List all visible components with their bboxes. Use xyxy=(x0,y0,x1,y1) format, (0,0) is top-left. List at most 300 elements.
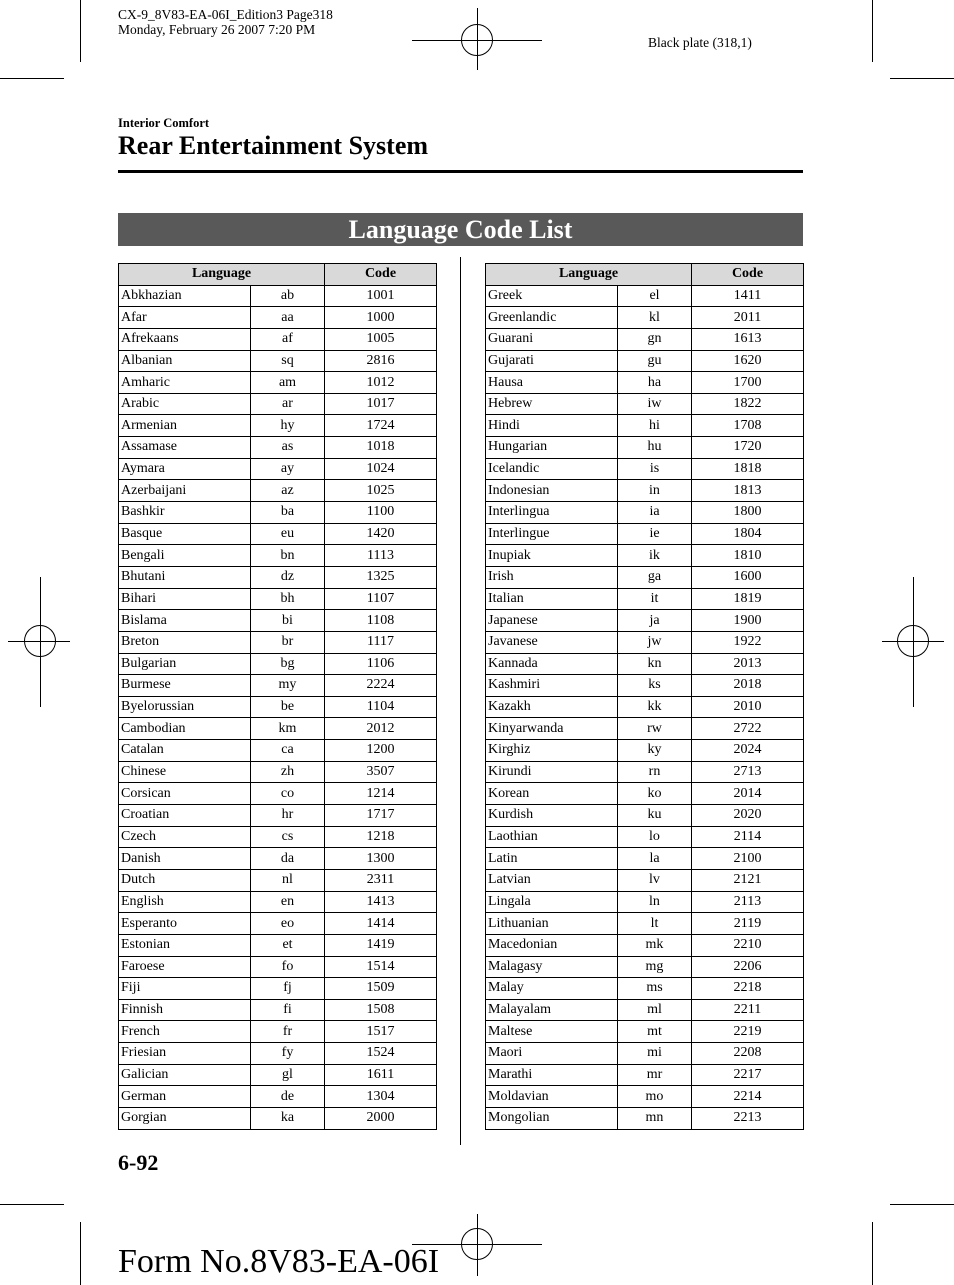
language-abbreviation: sq xyxy=(251,350,325,372)
language-code: 1024 xyxy=(325,458,437,480)
language-name: Malay xyxy=(486,978,618,1000)
language-name: Burmese xyxy=(119,675,251,697)
language-name: Kurdish xyxy=(486,805,618,827)
language-abbreviation: nl xyxy=(251,869,325,891)
registration-target-icon xyxy=(461,1228,493,1260)
language-code: 1117 xyxy=(325,631,437,653)
page-title: Rear Entertainment System xyxy=(118,131,429,160)
language-name: Dutch xyxy=(119,869,251,891)
crop-mark xyxy=(872,0,873,62)
language-name: Basque xyxy=(119,523,251,545)
language-name: Chinese xyxy=(119,761,251,783)
table-row xyxy=(119,350,437,372)
language-name: Friesian xyxy=(119,1043,251,1065)
language-code: 1800 xyxy=(692,502,804,524)
table-row xyxy=(486,848,804,870)
language-code: 1509 xyxy=(325,978,437,1000)
language-abbreviation: af xyxy=(251,328,325,350)
table-row xyxy=(119,805,437,827)
language-abbreviation: am xyxy=(251,372,325,394)
language-abbreviation: ik xyxy=(618,545,692,567)
language-name: Finnish xyxy=(119,999,251,1021)
language-code: 2018 xyxy=(692,675,804,697)
language-name: Hebrew xyxy=(486,393,618,415)
language-code: 1018 xyxy=(325,437,437,459)
language-name: Korean xyxy=(486,783,618,805)
language-code: 1724 xyxy=(325,415,437,437)
crop-mark xyxy=(0,78,64,79)
table-row xyxy=(486,523,804,545)
table-row xyxy=(119,848,437,870)
crop-mark xyxy=(872,1222,873,1285)
language-name: Abkhazian xyxy=(119,285,251,307)
table-row xyxy=(486,718,804,740)
language-code: 2100 xyxy=(692,848,804,870)
table-row xyxy=(486,307,804,329)
language-code: 1017 xyxy=(325,393,437,415)
language-abbreviation: co xyxy=(251,783,325,805)
registration-target-icon xyxy=(897,625,929,657)
language-abbreviation: lo xyxy=(618,826,692,848)
language-name: Greenlandic xyxy=(486,307,618,329)
language-name: Malagasy xyxy=(486,956,618,978)
registration-target-icon xyxy=(461,24,493,56)
language-name: Italian xyxy=(486,588,618,610)
language-name: Afrekaans xyxy=(119,328,251,350)
table-row xyxy=(119,566,437,588)
language-name: Latin xyxy=(486,848,618,870)
table-row xyxy=(119,610,437,632)
language-abbreviation: mr xyxy=(618,1064,692,1086)
language-code: 1200 xyxy=(325,740,437,762)
language-name: Inupiak xyxy=(486,545,618,567)
language-name: Bislama xyxy=(119,610,251,632)
table-row xyxy=(119,675,437,697)
table-row xyxy=(486,999,804,1021)
language-code: 2012 xyxy=(325,718,437,740)
table-row xyxy=(119,458,437,480)
language-abbreviation: fj xyxy=(251,978,325,1000)
language-name: Macedonian xyxy=(486,934,618,956)
language-abbreviation: lv xyxy=(618,869,692,891)
header-language: Language xyxy=(119,264,325,286)
language-name: Bashkir xyxy=(119,502,251,524)
language-name: Malayalam xyxy=(486,999,618,1021)
language-abbreviation: ar xyxy=(251,393,325,415)
language-abbreviation: hi xyxy=(618,415,692,437)
language-code: 1810 xyxy=(692,545,804,567)
language-name: Galician xyxy=(119,1064,251,1086)
language-code: 2722 xyxy=(692,718,804,740)
table-row xyxy=(486,826,804,848)
language-abbreviation: bg xyxy=(251,653,325,675)
language-code: 2208 xyxy=(692,1043,804,1065)
language-code: 2224 xyxy=(325,675,437,697)
language-name: Kirundi xyxy=(486,761,618,783)
language-name: Bengali xyxy=(119,545,251,567)
language-code: 1005 xyxy=(325,328,437,350)
language-code: 1304 xyxy=(325,1086,437,1108)
language-abbreviation: cs xyxy=(251,826,325,848)
section-banner: Language Code List xyxy=(118,213,803,246)
language-code: 2219 xyxy=(692,1021,804,1043)
language-name: Maori xyxy=(486,1043,618,1065)
language-abbreviation: dz xyxy=(251,566,325,588)
language-abbreviation: gn xyxy=(618,328,692,350)
language-abbreviation: kn xyxy=(618,653,692,675)
language-abbreviation: rw xyxy=(618,718,692,740)
language-abbreviation: ms xyxy=(618,978,692,1000)
language-code-table-left xyxy=(118,263,437,1130)
table-row xyxy=(486,566,804,588)
language-code: 2210 xyxy=(692,934,804,956)
language-name: Danish xyxy=(119,848,251,870)
language-name: Lithuanian xyxy=(486,913,618,935)
language-code: 1822 xyxy=(692,393,804,415)
language-code: 1517 xyxy=(325,1021,437,1043)
language-code: 1922 xyxy=(692,631,804,653)
table-row xyxy=(486,1064,804,1086)
print-info-plate: Black plate (318,1) xyxy=(648,35,752,50)
language-code: 2013 xyxy=(692,653,804,675)
language-abbreviation: gu xyxy=(618,350,692,372)
table-row xyxy=(119,934,437,956)
language-abbreviation: de xyxy=(251,1086,325,1108)
language-name: Estonian xyxy=(119,934,251,956)
language-code: 2020 xyxy=(692,805,804,827)
language-code: 1611 xyxy=(325,1064,437,1086)
registration-target-icon xyxy=(24,625,56,657)
language-code: 1104 xyxy=(325,696,437,718)
language-name: Moldavian xyxy=(486,1086,618,1108)
language-code: 1001 xyxy=(325,285,437,307)
table-header-row xyxy=(119,264,437,286)
language-abbreviation: hr xyxy=(251,805,325,827)
table-row xyxy=(486,696,804,718)
language-code: 1700 xyxy=(692,372,804,394)
table-row xyxy=(486,805,804,827)
table-row xyxy=(486,869,804,891)
language-abbreviation: az xyxy=(251,480,325,502)
language-name: Irish xyxy=(486,566,618,588)
language-abbreviation: el xyxy=(618,285,692,307)
language-code: 1411 xyxy=(692,285,804,307)
table-row xyxy=(486,610,804,632)
header-code: Code xyxy=(692,264,804,286)
language-code: 1600 xyxy=(692,566,804,588)
language-code: 1025 xyxy=(325,480,437,502)
language-code: 2214 xyxy=(692,1086,804,1108)
language-code: 2211 xyxy=(692,999,804,1021)
language-abbreviation: hy xyxy=(251,415,325,437)
language-name: English xyxy=(119,891,251,913)
table-row xyxy=(119,631,437,653)
table-row xyxy=(119,826,437,848)
language-abbreviation: fr xyxy=(251,1021,325,1043)
language-name: Corsican xyxy=(119,783,251,805)
language-abbreviation: ku xyxy=(618,805,692,827)
language-name: Hausa xyxy=(486,372,618,394)
language-code: 1100 xyxy=(325,502,437,524)
language-abbreviation: en xyxy=(251,891,325,913)
table-row xyxy=(486,653,804,675)
language-abbreviation: gl xyxy=(251,1064,325,1086)
crop-mark xyxy=(0,1204,64,1205)
language-name: German xyxy=(119,1086,251,1108)
language-abbreviation: et xyxy=(251,934,325,956)
language-abbreviation: my xyxy=(251,675,325,697)
language-name: Aymara xyxy=(119,458,251,480)
header-language: Language xyxy=(486,264,692,286)
column-divider xyxy=(460,257,461,1145)
language-code: 1107 xyxy=(325,588,437,610)
table-row xyxy=(119,653,437,675)
language-abbreviation: be xyxy=(251,696,325,718)
language-abbreviation: hu xyxy=(618,437,692,459)
language-code: 1214 xyxy=(325,783,437,805)
language-name: Cambodian xyxy=(119,718,251,740)
section-label: Interior Comfort xyxy=(118,116,210,130)
language-abbreviation: fi xyxy=(251,999,325,1021)
language-abbreviation: fy xyxy=(251,1043,325,1065)
table-row xyxy=(119,956,437,978)
language-abbreviation: ml xyxy=(618,999,692,1021)
language-abbreviation: as xyxy=(251,437,325,459)
language-name: Albanian xyxy=(119,350,251,372)
crop-mark xyxy=(890,78,954,79)
language-abbreviation: bn xyxy=(251,545,325,567)
table-row xyxy=(119,1021,437,1043)
table-row xyxy=(486,502,804,524)
table-row xyxy=(486,480,804,502)
table-row xyxy=(119,372,437,394)
table-row xyxy=(119,307,437,329)
table-row xyxy=(119,415,437,437)
table-row xyxy=(486,913,804,935)
language-name: Marathi xyxy=(486,1064,618,1086)
table-row xyxy=(486,437,804,459)
language-abbreviation: ca xyxy=(251,740,325,762)
language-abbreviation: ks xyxy=(618,675,692,697)
language-abbreviation: ay xyxy=(251,458,325,480)
table-row xyxy=(486,458,804,480)
language-code: 1900 xyxy=(692,610,804,632)
table-row xyxy=(486,415,804,437)
language-abbreviation: lt xyxy=(618,913,692,935)
language-abbreviation: la xyxy=(618,848,692,870)
language-name: Amharic xyxy=(119,372,251,394)
language-name: Lingala xyxy=(486,891,618,913)
language-code: 2816 xyxy=(325,350,437,372)
language-code: 2218 xyxy=(692,978,804,1000)
language-abbreviation: eu xyxy=(251,523,325,545)
language-abbreviation: ln xyxy=(618,891,692,913)
language-code: 2113 xyxy=(692,891,804,913)
language-code: 2121 xyxy=(692,869,804,891)
table-row xyxy=(119,869,437,891)
table-row xyxy=(119,1043,437,1065)
title-rule xyxy=(118,170,803,173)
language-abbreviation: it xyxy=(618,588,692,610)
table-row xyxy=(486,891,804,913)
table-row xyxy=(119,891,437,913)
table-row xyxy=(119,502,437,524)
table-row xyxy=(119,1064,437,1086)
language-abbreviation: kl xyxy=(618,307,692,329)
language-name: Czech xyxy=(119,826,251,848)
table-row xyxy=(486,934,804,956)
language-code: 2213 xyxy=(692,1107,804,1129)
language-code: 1514 xyxy=(325,956,437,978)
table-row xyxy=(486,1086,804,1108)
language-abbreviation: ha xyxy=(618,372,692,394)
language-name: Kashmiri xyxy=(486,675,618,697)
language-abbreviation: ko xyxy=(618,783,692,805)
language-code-table-right xyxy=(485,263,804,1130)
language-abbreviation: is xyxy=(618,458,692,480)
language-abbreviation: da xyxy=(251,848,325,870)
language-code: 2024 xyxy=(692,740,804,762)
language-code: 1813 xyxy=(692,480,804,502)
language-code: 2114 xyxy=(692,826,804,848)
language-code: 2000 xyxy=(325,1107,437,1129)
language-name: Gujarati xyxy=(486,350,618,372)
language-code: 1508 xyxy=(325,999,437,1021)
language-code: 1218 xyxy=(325,826,437,848)
language-name: Breton xyxy=(119,631,251,653)
table-row xyxy=(486,740,804,762)
table-row xyxy=(486,761,804,783)
table-row xyxy=(119,480,437,502)
language-code: 1524 xyxy=(325,1043,437,1065)
language-code: 1000 xyxy=(325,307,437,329)
language-abbreviation: aa xyxy=(251,307,325,329)
table-row xyxy=(486,978,804,1000)
header-code: Code xyxy=(325,264,437,286)
language-abbreviation: br xyxy=(251,631,325,653)
language-code: 1804 xyxy=(692,523,804,545)
language-code: 2014 xyxy=(692,783,804,805)
crop-mark xyxy=(890,1204,954,1205)
table-row xyxy=(119,740,437,762)
language-abbreviation: mo xyxy=(618,1086,692,1108)
table-row xyxy=(119,696,437,718)
language-name: Gorgian xyxy=(119,1107,251,1129)
language-name: Latvian xyxy=(486,869,618,891)
language-name: Maltese xyxy=(486,1021,618,1043)
language-code: 1818 xyxy=(692,458,804,480)
language-code: 1720 xyxy=(692,437,804,459)
table-row xyxy=(119,1107,437,1129)
language-name: Greek xyxy=(486,285,618,307)
table-row xyxy=(119,437,437,459)
table-row xyxy=(119,523,437,545)
language-name: Icelandic xyxy=(486,458,618,480)
language-code: 2010 xyxy=(692,696,804,718)
language-abbreviation: bi xyxy=(251,610,325,632)
language-abbreviation: bh xyxy=(251,588,325,610)
page-number: 6-92 xyxy=(118,1150,159,1175)
language-code: 1708 xyxy=(692,415,804,437)
table-row xyxy=(486,545,804,567)
language-name: Japanese xyxy=(486,610,618,632)
language-name: Bulgarian xyxy=(119,653,251,675)
language-name: Interlingua xyxy=(486,502,618,524)
table-row xyxy=(119,545,437,567)
table-row xyxy=(119,978,437,1000)
table-row xyxy=(119,913,437,935)
table-row xyxy=(486,328,804,350)
language-abbreviation: eo xyxy=(251,913,325,935)
language-code: 1620 xyxy=(692,350,804,372)
language-code: 1113 xyxy=(325,545,437,567)
language-code: 1106 xyxy=(325,653,437,675)
language-name: Kazakh xyxy=(486,696,618,718)
language-abbreviation: ka xyxy=(251,1107,325,1129)
table-row xyxy=(486,631,804,653)
language-name: Assamase xyxy=(119,437,251,459)
language-code: 1613 xyxy=(692,328,804,350)
table-row xyxy=(119,783,437,805)
language-abbreviation: jw xyxy=(618,631,692,653)
table-row xyxy=(119,393,437,415)
language-name: Faroese xyxy=(119,956,251,978)
language-code: 1717 xyxy=(325,805,437,827)
language-abbreviation: ba xyxy=(251,502,325,524)
language-code: 1819 xyxy=(692,588,804,610)
language-code: 1413 xyxy=(325,891,437,913)
table-row xyxy=(119,588,437,610)
language-abbreviation: mt xyxy=(618,1021,692,1043)
language-abbreviation: mi xyxy=(618,1043,692,1065)
language-name: Azerbaijani xyxy=(119,480,251,502)
language-code: 2713 xyxy=(692,761,804,783)
language-abbreviation: ky xyxy=(618,740,692,762)
language-abbreviation: kk xyxy=(618,696,692,718)
language-name: Kinyarwanda xyxy=(486,718,618,740)
language-name: Javanese xyxy=(486,631,618,653)
language-name: Indonesian xyxy=(486,480,618,502)
table-row xyxy=(486,956,804,978)
language-name: Mongolian xyxy=(486,1107,618,1129)
language-abbreviation: mk xyxy=(618,934,692,956)
language-abbreviation: ia xyxy=(618,502,692,524)
table-row xyxy=(119,761,437,783)
language-abbreviation: ab xyxy=(251,285,325,307)
language-name: Croatian xyxy=(119,805,251,827)
table-row xyxy=(119,718,437,740)
table-row xyxy=(486,1107,804,1129)
language-name: Bhutani xyxy=(119,566,251,588)
crop-mark xyxy=(80,1222,81,1285)
language-code: 2217 xyxy=(692,1064,804,1086)
language-code: 1419 xyxy=(325,934,437,956)
language-name: Armenian xyxy=(119,415,251,437)
table-header-row xyxy=(486,264,804,286)
table-row xyxy=(486,783,804,805)
language-abbreviation: ie xyxy=(618,523,692,545)
language-abbreviation: fo xyxy=(251,956,325,978)
language-name: Esperanto xyxy=(119,913,251,935)
language-name: French xyxy=(119,1021,251,1043)
language-name: Hindi xyxy=(486,415,618,437)
table-row xyxy=(486,1043,804,1065)
language-code: 1108 xyxy=(325,610,437,632)
language-abbreviation: iw xyxy=(618,393,692,415)
language-name: Guarani xyxy=(486,328,618,350)
table-row xyxy=(486,393,804,415)
language-code: 3507 xyxy=(325,761,437,783)
